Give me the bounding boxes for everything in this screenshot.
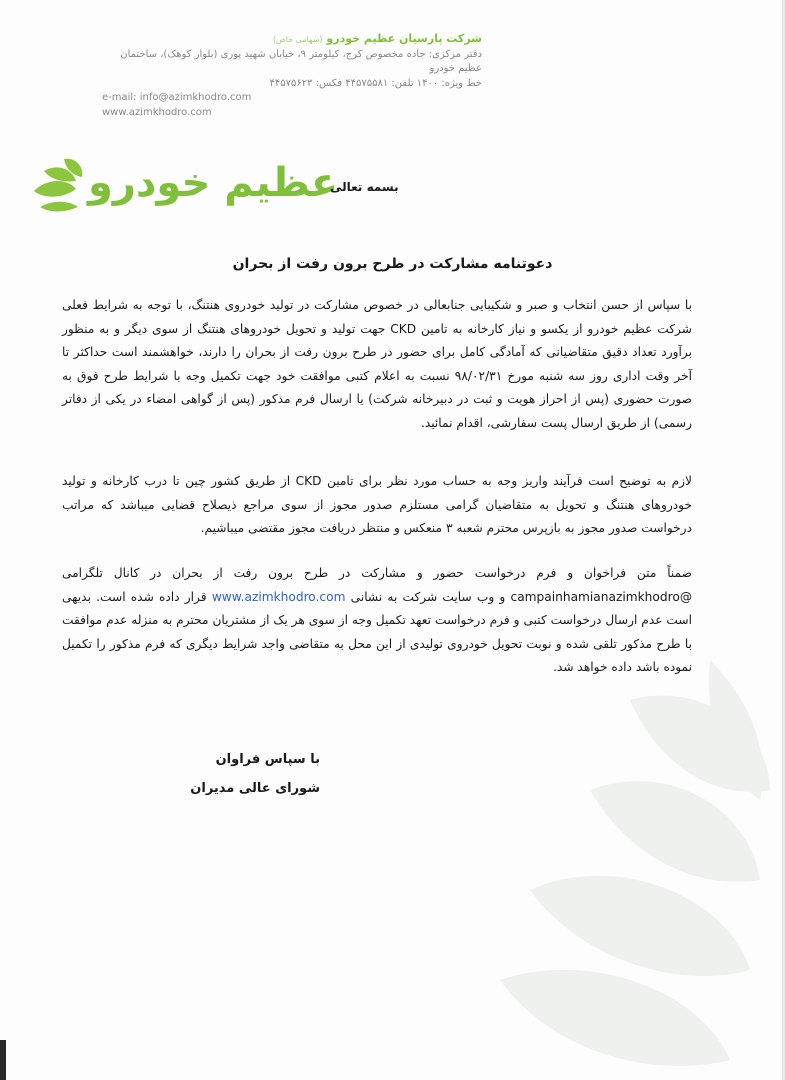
company-phones: خط ویژه: ۱۴۰۰ تلفن: ۴۴۵۷۵۵۸۱ فکس: ۴۴۵۷۵۶۲۳ [269, 77, 482, 89]
closing-thanks: با سپاس فراوان [215, 752, 320, 767]
company-website: www.azimkhodro.com [102, 106, 212, 118]
company-address: دفتر مرکزی: جاده مخصوص کرج، کیلومتر ۹، خیابان شهید پوری (بلوار کوهک)، ساختمان عظیم خودرو [120, 48, 482, 74]
company-type: (سهامی خاص) [272, 35, 323, 44]
leaf-watermark-icon [470, 640, 785, 1080]
company-email: e-mail: info@azimkhodro.com [102, 92, 252, 103]
paragraph-2: لازم به توضیح است فرآیند واریز وجه به حساب مورد نظر برای تامین CKD از طریق کشور چین تا درب کارخانه و تولید خودروهای هنتنگ و تحویل به متقاضیان گرامی مستلزم صدور مجوز از سوی مراجع ذیصلاح قضایی میباشد که مراتب درخواست صدور مجوز به بازپرس محترم شعبه ۳ منعکس و منتظر دریافت مجوز مقتضی میباشیم. [62, 474, 692, 535]
letterhead [102, 32, 482, 120]
company-name: شرکت پارسیان عظیم خودرو (سهامی خاص) [272, 32, 482, 45]
paragraph-3: ضمناً متن فراخوان و فرم درخواست حضور و مشارکت در طرح برون رفت از بحران در کانال تلگرامی @campainhamianazimkhodro و وب سایت شرکت به نشانی www.azimkhodro.com قرار داده شده است. بدیهی است عدم ارسال درخواست کتبی و فرم درخواست تعهد تکمیل وجه از سوی هر یک از مشتریان محترم به منزله عدم موافقت با طرح مذکور تلقی شده و نوبت تحویل خودروی تولیدی از این محل به متقاضی واجد شرایط دیگری که فرم مذکور را تکمیل نموده باشد داده خواهد شد. [62, 566, 692, 674]
scan-border [0, 1040, 6, 1080]
letter-title: دعوتنامه مشارکت در طرح برون رفت از بحران [232, 256, 553, 272]
bismillah-heading: بسمه تعالی [330, 180, 399, 194]
paragraph-1: با سپاس از حسن انتخاب و صبر و شکیبایی جنابعالی در خصوص مشارکت در تولید خودروی هنتنگ، با توجه به شرایط فعلی شرکت عظیم خودرو از یکسو و نیاز کارخانه به تامین CKD جهت تولید و تحویل خودروهای هنتنگ از سوی دیگر و به منظور برآورد تعداد دقیق متقاضیانی که آمادگی کامل برای حضور در طرح برون رفت از بحران را دارند، خواهشمند است حداکثر تا آخر وقت اداری روز سه شنبه مورخ ۹۸/۰۲/۳۱ نسبت به اعلام کتبی موافقت خود جهت تکمیل وجه با شرایط طرح فوق به صورت حضوری (پس از احراز هویت و ثبت در دبیرخانه شرکت) یا ارسال فرم مذکور (پس از گواهی امضاء در یکی از دفاتر رسمی) از طریق ارسال پست سفارشی، اقدام نمائید. [62, 298, 693, 430]
website-link[interactable]: www.azimkhodro.com [211, 589, 346, 604]
logo-wordmark: عظیم خودرو [88, 160, 339, 206]
signatory: شورای عالی مدیران [190, 781, 320, 796]
